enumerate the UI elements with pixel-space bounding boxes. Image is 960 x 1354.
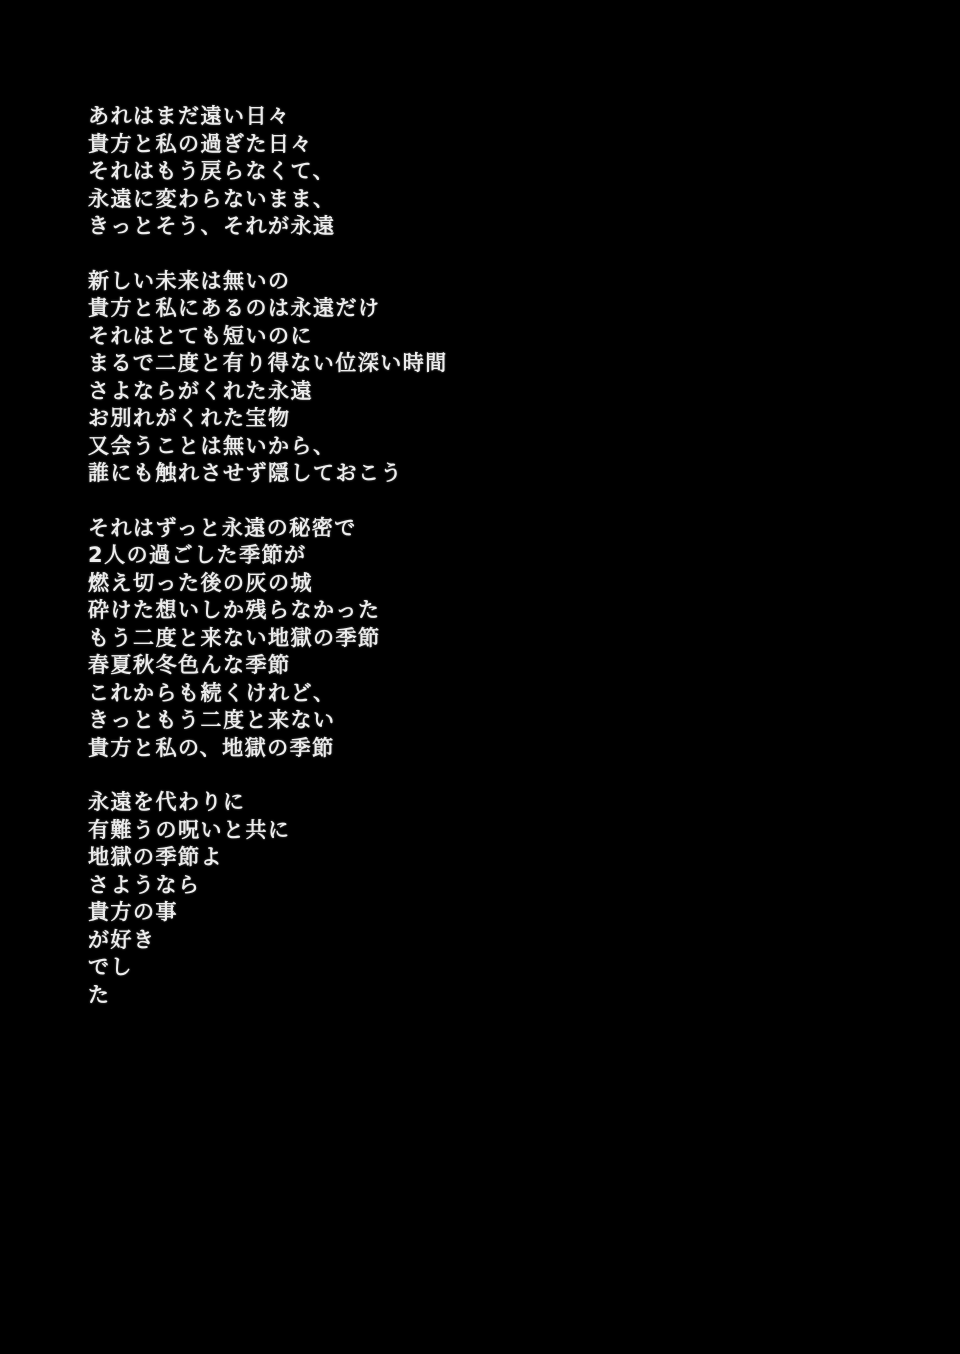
lyric-line: 有難うの呪いと共に — [88, 817, 291, 842]
lyrics-stanza-2 — [88, 268, 920, 488]
lyric-line: 春夏秋冬色んな季節 — [88, 653, 291, 677]
lyric-line: 地獄の季節よ — [88, 845, 223, 869]
lyric-line: きっとそう、それが永遠 — [88, 214, 336, 238]
lyric-line: 貴方と私の過ぎた日々 — [88, 131, 313, 156]
lyric-line: た — [88, 982, 111, 1007]
lyric-line: まるで二度と有り得ない位深い時間 — [88, 351, 448, 375]
lyric-line: それはもう戻らなくて、 — [88, 159, 336, 183]
lyric-line: が好き — [88, 927, 156, 952]
lyric-line: 永遠を代わりに — [88, 790, 246, 814]
lyric-line: もう二度と来ない地獄の季節 — [88, 625, 381, 650]
lyrics-stanza-3 — [88, 515, 920, 763]
lyrics-stanza-4 — [88, 789, 920, 1009]
lyric-line: 新しい未来は無いの — [88, 268, 291, 293]
lyric-line: さようなら — [88, 872, 201, 897]
lyric-line: 貴方と私の、地獄の季節 — [88, 735, 335, 760]
lyric-line: それはとても短いのに — [88, 323, 313, 348]
lyric-line: それはずっと永遠の秘密で — [88, 515, 357, 540]
lyric-line: お別れがくれた宝物 — [88, 406, 291, 430]
lyric-line: 貴方と私にあるのは永遠だけ — [88, 296, 381, 320]
lyric-line: きっともう二度と来ない — [88, 708, 336, 732]
lyric-line: 燃え切った後の灰の城 — [88, 570, 313, 595]
lyric-line: 貴方の事 — [88, 900, 178, 924]
lyric-line: 永遠に変わらないまま、 — [88, 186, 336, 211]
lyric-line: 砕けた想いしか残らなかった — [88, 598, 381, 622]
lyric-line: 又会うことは無いから、 — [88, 433, 336, 458]
lyric-line: これからも続くけれど、 — [88, 680, 336, 705]
lyric-line: でし — [88, 955, 133, 979]
lyric-line: あれはまだ遠い日々 — [88, 104, 291, 128]
lyric-line: さよならがくれた永遠 — [88, 378, 313, 403]
lyrics-text-block — [88, 103, 920, 1036]
lyric-line: 2人の過ごした季節が — [88, 543, 307, 567]
lyric-line: 誰にも触れさせず隠しておこう — [88, 461, 403, 485]
lyrics-stanza-1 — [88, 103, 920, 241]
